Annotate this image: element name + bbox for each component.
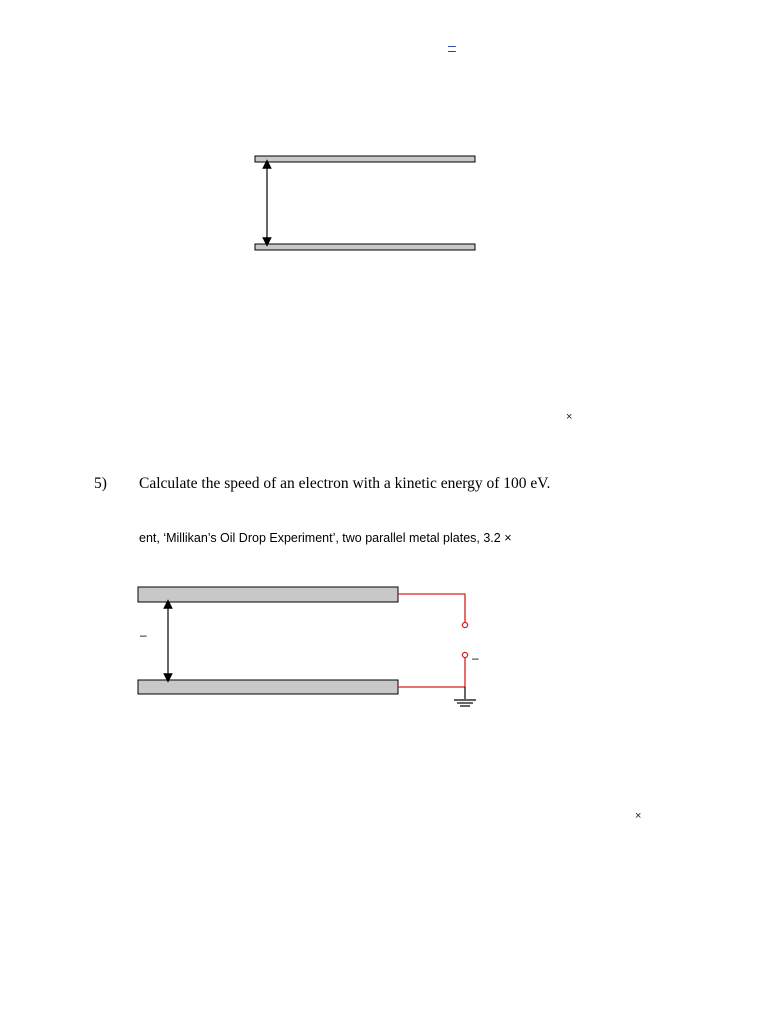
circuit-wires bbox=[398, 594, 468, 687]
minus-label-left: – bbox=[140, 628, 147, 642]
millikan-lower-plate bbox=[138, 680, 398, 694]
multiply-sign-2: × bbox=[635, 810, 642, 822]
question-text: Calculate the speed of an electron with a kinetic energy of 100 eV. bbox=[139, 475, 551, 492]
ground-symbol bbox=[454, 687, 476, 706]
terminal-bottom bbox=[462, 652, 467, 657]
question-number: 5) bbox=[94, 475, 107, 492]
lower-plate bbox=[255, 244, 475, 250]
terminal-top bbox=[462, 622, 467, 627]
minus-label-right: – bbox=[472, 651, 479, 665]
millikan-upper-plate bbox=[138, 587, 398, 602]
header-mark: – bbox=[448, 37, 456, 53]
upper-plate bbox=[255, 156, 475, 162]
multiply-sign-1: × bbox=[566, 411, 573, 423]
question6-partial-text: ent, ‘Millikan’s Oil Drop Experiment’, two parallel metal plates, 3.2 × bbox=[139, 531, 512, 545]
